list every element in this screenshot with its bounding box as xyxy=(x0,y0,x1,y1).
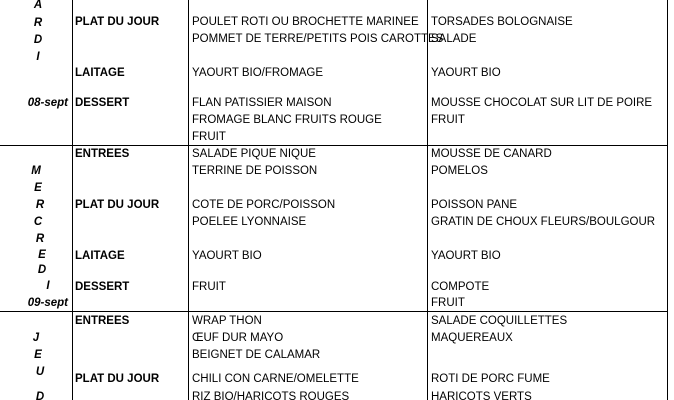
day-letter: E xyxy=(34,182,42,194)
day-letter: R xyxy=(35,199,45,211)
day-letter: I xyxy=(36,51,40,63)
category-label: LAITAGE xyxy=(75,67,125,79)
menu-b-item: COMPOTE xyxy=(431,281,490,293)
category-label: PLAT DU JOUR xyxy=(75,373,160,385)
menu-b-item: MOUSSE CHOCOLAT SUR LIT DE POIRE xyxy=(431,97,653,109)
grid-line xyxy=(427,0,428,400)
day-date: 08-sept xyxy=(27,97,68,109)
day-letter: D xyxy=(37,264,47,276)
menu-a-item: FLAN PATISSIER MAISON xyxy=(192,97,332,109)
menu-a-item: FRUIT xyxy=(192,281,226,293)
menu-a-item: YAOURT BIO xyxy=(192,250,262,262)
day-letter: U xyxy=(35,366,45,378)
menu-a-item: BEIGNET DE CALAMAR xyxy=(192,349,321,361)
menu-b-item: YAOURT BIO xyxy=(431,250,501,262)
menu-a-item: SALADE PIQUE NIQUE xyxy=(192,148,316,160)
category-label: DESSERT xyxy=(75,281,130,293)
day-letter: D xyxy=(35,391,45,400)
category-label: ENTREES xyxy=(75,315,130,327)
day-date: 09-sept xyxy=(27,297,68,309)
row-divider xyxy=(0,145,668,146)
menu-b-item: MOUSSE DE CANARD xyxy=(431,148,552,160)
menu-a-item: FRUIT xyxy=(192,131,226,143)
menu-a-item: TERRINE DE POISSON xyxy=(192,165,318,177)
menu-a-item: FROMAGE BLANC FRUITS ROUGE xyxy=(192,114,382,126)
menu-b-item: FRUIT xyxy=(431,114,465,126)
menu-b-item: GRATIN DE CHOUX FLEURS/BOULGOUR xyxy=(431,216,656,228)
menu-b-item: MAQUEREAUX xyxy=(431,332,513,344)
menu-a-item: YAOURT BIO/FROMAGE xyxy=(192,67,323,79)
day-letter: R xyxy=(35,233,45,245)
menu-a-item: ŒUF DUR MAYO xyxy=(192,332,284,344)
day-letter: E xyxy=(38,249,46,261)
day-letter: I xyxy=(46,280,50,292)
menu-a-item: CHILI CON CARNE/OMELETTE xyxy=(192,373,359,385)
day-letter: A xyxy=(33,0,43,11)
menu-a-item: RIZ BIO/HARICOTS ROUGES xyxy=(192,391,350,400)
category-label: DESSERT xyxy=(75,97,130,109)
menu-b-item: SALADE COQUILLETTES xyxy=(431,315,568,327)
category-label: PLAT DU JOUR xyxy=(75,16,160,28)
day-letter: E xyxy=(34,349,42,361)
category-label: LAITAGE xyxy=(75,250,125,262)
day-letter: D xyxy=(33,34,43,46)
menu-b-item: YAOURT BIO xyxy=(431,67,501,79)
menu-a-item: POULET ROTI OU BROCHETTE MARINEE xyxy=(192,16,419,28)
menu-a-item: WRAP THON xyxy=(192,315,262,327)
menu-b-item: SALADE xyxy=(431,33,477,45)
grid-line xyxy=(188,0,189,400)
menu-a-item: COTE DE PORC/POISSON xyxy=(192,199,336,211)
menu-b-item: ROTI DE PORC FUME xyxy=(431,373,550,385)
menu-b-item: TORSADES BOLOGNAISE xyxy=(431,16,573,28)
category-label: PLAT DU JOUR xyxy=(75,199,160,211)
menu-b-item: HARICOTS VERTS xyxy=(431,391,532,400)
menu-b-item: POISSON PANE xyxy=(431,199,518,211)
menu-b-item: FRUIT xyxy=(431,297,465,309)
menu-a-item: POMMET DE TERRE/PETITS POIS CAROTTES xyxy=(192,33,444,45)
menu-a-item: POELEE LYONNAISE xyxy=(192,216,307,228)
menu-b-item: POMELOS xyxy=(431,165,488,177)
day-letter: C xyxy=(33,216,43,228)
row-divider xyxy=(0,311,668,312)
category-label: ENTREES xyxy=(75,148,130,160)
grid-line xyxy=(667,0,668,400)
day-letter: R xyxy=(33,17,43,29)
day-letter: M xyxy=(31,165,41,177)
day-letter: J xyxy=(32,332,40,344)
grid-line xyxy=(72,0,73,400)
